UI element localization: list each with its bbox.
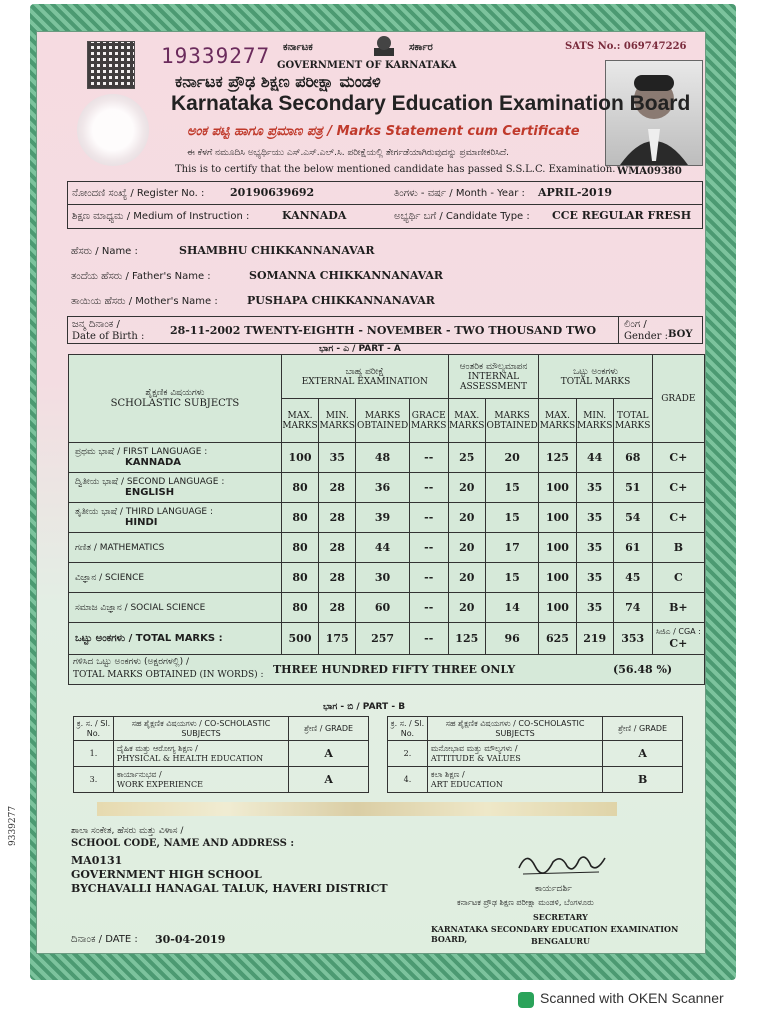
co-grade: A	[289, 741, 369, 767]
government-title: GOVERNMENT OF KARNATAKA	[277, 60, 457, 71]
table-row	[69, 443, 705, 473]
cell-grace: --	[409, 473, 448, 503]
subject-label: ಗಣಿತ / MATHEMATICS	[75, 542, 165, 553]
co-sl: 3.	[74, 767, 114, 793]
cell-ext-max: 80	[281, 563, 318, 593]
cell-ext-min: 28	[319, 533, 356, 563]
board-name-english: Karnataka Secondary Education Examination Board	[171, 92, 691, 115]
subject-label: ಸಮಾಜ ವಿಜ್ಞಾನ / SOCIAL SCIENCE	[75, 602, 206, 613]
co-row	[74, 741, 369, 767]
total-int-max: 125	[448, 623, 485, 655]
school-label-kannada: ಶಾಲಾ ಸಂಕೇತ, ಹೆಸರು ಮತ್ತು ವಿಳಾಸ /	[71, 826, 184, 836]
total-ext-min: 175	[319, 623, 356, 655]
external-header	[281, 355, 448, 399]
co-subject	[427, 767, 602, 793]
subject-label: ದ್ವಿತೀಯ ಭಾಷೆ / SECOND LANGUAGE :	[75, 477, 225, 487]
cell-tot-max: 100	[539, 533, 576, 563]
total-header-english: TOTAL MARKS	[560, 376, 631, 387]
co-sl: 1.	[74, 741, 114, 767]
co-subject-english: ATTITUDE & VALUES	[430, 754, 521, 763]
co-sl: 2.	[388, 741, 428, 767]
cell-total: 54	[613, 503, 652, 533]
register-value: 20190639692	[230, 186, 315, 199]
medium-row	[67, 205, 703, 229]
cell-tot-max: 100	[539, 503, 576, 533]
register-label: ನೋಂದಣಿ ಸಂಖ್ಯೆ / Register No. :	[72, 188, 205, 199]
subjects-header	[69, 355, 282, 443]
words-value: THREE HUNDRED FIFTY THREE ONLY	[273, 663, 516, 676]
cell-ext-max: 80	[281, 503, 318, 533]
secretary-kannada: ಕಾರ್ಯದರ್ಶಿ	[535, 884, 572, 894]
table-row	[69, 533, 705, 563]
month-year-value: APRIL-2019	[538, 186, 613, 199]
cell-ext-min: 28	[319, 563, 356, 593]
percentage: (56.48 %)	[613, 663, 673, 676]
cell-int-max: 20	[448, 593, 485, 623]
part-b-title: ಭಾಗ - ಬಿ / PART - B	[323, 702, 406, 712]
board-name-kannada: ಕರ್ನಾಟಕ ಪ್ರೌಢ ಶಿಕ್ಷಣ ಪರೀಕ್ಷಾ ಮಂಡಳಿ	[175, 72, 381, 91]
cell-grace: --	[409, 533, 448, 563]
subject-name	[69, 443, 282, 473]
emblem-icon	[370, 34, 398, 58]
total-tot-min: 219	[576, 623, 613, 655]
cell-int-obt: 15	[485, 503, 538, 533]
subject-label: ತೃತೀಯ ಭಾಷೆ / THIRD LANGUAGE :	[75, 507, 214, 517]
co-subject-english: WORK EXPERIENCE	[116, 780, 203, 789]
cell-ext-obt: 39	[356, 503, 409, 533]
cell-grade: B	[652, 533, 704, 563]
dob-row	[67, 316, 703, 344]
total-int-obtained: 96	[485, 623, 538, 655]
secretary-title: SECRETARY	[533, 912, 588, 922]
internal-header	[448, 355, 539, 399]
date-value: 30-04-2019	[155, 933, 226, 946]
qr-code	[87, 41, 135, 89]
school-address: BYCHAVALLI HANAGAL TALUK, HAVERI DISTRICT	[71, 882, 388, 895]
board-footer-kannada: ಕರ್ನಾಟಕ ಪ್ರೌಢ ಶಿಕ್ಷಣ ಪರೀಕ್ಷಾ ಮಂಡಳಿ, ಬೆಂಗಳೂರು	[457, 898, 594, 907]
divider	[618, 317, 619, 343]
cell-total: 45	[613, 563, 652, 593]
kn-karnataka: ಕರ್ನಾಟಕ	[283, 42, 313, 53]
gender-label-kannada: ಲಿಂಗ /	[624, 319, 647, 330]
cell-grace: --	[409, 443, 448, 473]
co-subject	[113, 767, 288, 793]
side-number: 9339277	[8, 805, 18, 846]
certificate-title: ಅಂಕ ಪಟ್ಟಿ ಹಾಗೂ ಪ್ರಮಾಣ ಪತ್ರ / Marks Statement cum Certificate	[187, 124, 580, 139]
total-header	[539, 355, 652, 399]
father-label: ತಂದೆಯ ಹೆಸರು / Father's Name :	[71, 271, 211, 282]
cell-ext-min: 35	[319, 443, 356, 473]
total-row	[69, 623, 705, 655]
co-scholastic-table-right	[387, 716, 683, 793]
cell-tot-min: 35	[576, 563, 613, 593]
cell-grace: --	[409, 563, 448, 593]
co-grade-header: ಶ್ರೇಣಿ / GRADE	[289, 717, 369, 741]
internal-header-english: INTERNAL ASSESSMENT	[459, 371, 528, 392]
dob-value: 28-11-2002 TWENTY-EIGHTH - NOVEMBER - TWO THOUSAND TWO	[170, 324, 597, 337]
external-header-english: EXTERNAL EXAMINATION	[301, 376, 428, 387]
oken-logo-icon	[518, 992, 534, 1008]
ext-obtained-header: MARKS OBTAINED	[356, 399, 409, 443]
subject-english: KANNADA	[125, 457, 182, 468]
cga-cell	[652, 623, 704, 655]
external-header-kannada: ಬಾಹ್ಯ ಪರೀಕ್ಷೆ	[345, 366, 385, 377]
co-sl: 4.	[388, 767, 428, 793]
tot-total-header: TOTAL MARKS	[613, 399, 652, 443]
month-year-label: ತಿಂಗಳು - ವರ್ಷ / Month - Year :	[394, 188, 525, 199]
cell-ext-max: 80	[281, 593, 318, 623]
co-grade: B	[603, 767, 683, 793]
cell-int-obt: 15	[485, 563, 538, 593]
roll-number: 19339277	[161, 44, 271, 68]
board-footer-english: KARNATAKA SECONDARY EDUCATION EXAMINATION BOARD,	[431, 924, 679, 944]
tot-min-header: MIN. MARKS	[576, 399, 613, 443]
co-row	[74, 767, 369, 793]
cell-ext-max: 80	[281, 533, 318, 563]
subject-english: ENGLISH	[125, 487, 175, 498]
name-value: SHAMBHU CHIKKANNANAVAR	[179, 244, 375, 257]
sats-number: SATS No.: 069747226	[565, 41, 687, 52]
kn-sarkara: ಸರ್ಕಾರ	[409, 42, 433, 53]
certify-text-kannada: ಈ ಕೆಳಗೆ ನಮೂದಿಸಿ ಅಭ್ಯರ್ಥಿಯು ಎಸ್.ಎಸ್.ಎಲ್.ಸಿ. ಪರೀಕ್ಷೆಯಲ್ಲಿ ತೇರ್ಗಡೆಯಾಗಿರುವುದನ್ನು ಪ್ರಮಾಣೀಕರಿಸಿದೆ.	[187, 148, 510, 158]
cell-grade: C	[652, 563, 704, 593]
table-row	[69, 473, 705, 503]
subject-name	[69, 503, 282, 533]
co-subject	[113, 741, 288, 767]
subject-name	[69, 563, 282, 593]
secretary-signature	[513, 848, 609, 878]
co-grade-header: ಶ್ರೇಣಿ / GRADE	[603, 717, 683, 741]
cell-ext-min: 28	[319, 503, 356, 533]
cell-int-max: 20	[448, 563, 485, 593]
scanner-watermark: Scanned with OKEN Scanner	[540, 990, 724, 1006]
candidate-type-value: CCE REGULAR FRESH	[552, 209, 692, 222]
words-row	[69, 655, 705, 685]
words-cell	[69, 655, 705, 685]
co-subjects-header: ಸಹ ಶೈಕ್ಷಣಿಕ ವಿಷಯಗಳು / CO-SCHOLASTIC SUBJECTS	[427, 717, 602, 741]
cell-ext-obt: 48	[356, 443, 409, 473]
co-row	[388, 741, 683, 767]
co-subjects-header: ಸಹ ಶೈಕ್ಷಣಿಕ ವಿಷಯಗಳು / CO-SCHOLASTIC SUBJECTS	[113, 717, 288, 741]
sl-header: ಕ್ರ. ಸ. / Sl. No.	[388, 717, 428, 741]
co-grade: A	[289, 767, 369, 793]
subject-name	[69, 593, 282, 623]
words-label-english: TOTAL MARKS OBTAINED (IN WORDS) :	[73, 670, 264, 680]
gender-value: BOY	[668, 329, 693, 340]
cell-tot-min: 35	[576, 593, 613, 623]
cell-int-obt: 14	[485, 593, 538, 623]
subject-label: ವಿಜ್ಞಾನ / SCIENCE	[75, 572, 145, 583]
cell-grade: C+	[652, 503, 704, 533]
father-value: SOMANNA CHIKKANNANAVAR	[249, 269, 444, 282]
cell-ext-obt: 30	[356, 563, 409, 593]
register-row	[67, 181, 703, 205]
grade-header: GRADE	[652, 355, 704, 443]
cell-int-max: 20	[448, 503, 485, 533]
cell-int-max: 20	[448, 473, 485, 503]
medium-label: ಶಿಕ್ಷಣ ಮಾಧ್ಯಮ / Medium of Instruction :	[72, 211, 250, 222]
subject-label: ಪ್ರಥಮ ಭಾಷೆ / FIRST LANGUAGE :	[75, 447, 208, 457]
cell-ext-obt: 36	[356, 473, 409, 503]
name-label: ಹೆಸರು / Name :	[71, 246, 138, 257]
cell-tot-max: 125	[539, 443, 576, 473]
subject-name	[69, 473, 282, 503]
school-label: SCHOOL CODE, NAME AND ADDRESS :	[71, 838, 295, 849]
tot-max-header: MAX. MARKS	[539, 399, 576, 443]
certificate-paper	[36, 31, 706, 954]
cell-int-obt: 15	[485, 473, 538, 503]
co-scholastic-table-left	[73, 716, 369, 793]
certify-text-english: This is to certify that the below mentioned candidate has passed S.S.L.C. Examination.	[175, 164, 616, 175]
int-obtained-header: MARKS OBTAINED	[485, 399, 538, 443]
table-row	[69, 503, 705, 533]
subject-name	[69, 533, 282, 563]
city: BENGALURU	[531, 936, 590, 946]
cell-grade: C+	[652, 473, 704, 503]
co-subject-kannada: ಮನೋಭಾವ ಮತ್ತು ಮೌಲ್ಯಗಳು /	[430, 744, 518, 753]
cell-tot-min: 35	[576, 533, 613, 563]
co-subject	[427, 741, 602, 767]
total-grace: --	[409, 623, 448, 655]
total-row-label: ಒಟ್ಟು ಅಂಕಗಳು / TOTAL MARKS :	[69, 623, 282, 655]
cell-grade: C+	[652, 443, 704, 473]
mother-value: PUSHAPA CHIKKANNANAVAR	[247, 294, 435, 307]
dob-label: Date of Birth :	[72, 331, 145, 342]
subjects-header-kannada: ಶೈಕ್ಷಣಿಕ ವಿಷಯಗಳು	[145, 388, 205, 398]
co-subject-english: PHYSICAL & HEALTH EDUCATION	[116, 754, 264, 763]
co-subject-kannada: ಕಾರ್ಯಾನುಭವ /	[116, 770, 162, 779]
grand-total: 353	[613, 623, 652, 655]
cell-ext-min: 28	[319, 473, 356, 503]
cell-int-obt: 20	[485, 443, 538, 473]
cell-tot-min: 35	[576, 473, 613, 503]
cga-value: C+	[669, 637, 688, 650]
cell-grace: --	[409, 593, 448, 623]
cell-ext-obt: 60	[356, 593, 409, 623]
co-grade: A	[603, 741, 683, 767]
date-label: ದಿನಾಂಕ / DATE :	[71, 934, 138, 945]
cell-tot-min: 35	[576, 503, 613, 533]
cell-grade: B+	[652, 593, 704, 623]
cell-tot-max: 100	[539, 563, 576, 593]
cell-total: 74	[613, 593, 652, 623]
co-subject-english: ART EDUCATION	[430, 780, 503, 789]
medium-value: KANNADA	[282, 209, 347, 222]
cell-ext-min: 28	[319, 593, 356, 623]
cell-tot-max: 100	[539, 473, 576, 503]
marks-table	[68, 354, 705, 685]
hologram-strip	[97, 802, 617, 816]
subject-english: HINDI	[125, 517, 158, 528]
cell-ext-max: 100	[281, 443, 318, 473]
school-name: GOVERNMENT HIGH SCHOOL	[71, 868, 262, 881]
total-ext-obtained: 257	[356, 623, 409, 655]
co-subject-kannada: ಕಲಾ ಶಿಕ್ಷಣ /	[430, 770, 465, 779]
cell-ext-obt: 44	[356, 533, 409, 563]
total-ext-max: 500	[281, 623, 318, 655]
part-a-title: ಭಾಗ - ಎ / PART - A	[319, 344, 401, 354]
cell-tot-min: 44	[576, 443, 613, 473]
words-label-kannada: ಗಳಿಸಿದ ಒಟ್ಟು ಅಂಕಗಳು (ಅಕ್ಷರಗಳಲ್ಲಿ) /	[73, 657, 190, 667]
candidate-type-label: ಅಭ್ಯರ್ಥಿ ಬಗೆ / Candidate Type :	[394, 211, 530, 222]
cell-total: 61	[613, 533, 652, 563]
cga-label: ಸಿಜಿಎ / CGA :	[655, 627, 701, 636]
table-row	[69, 593, 705, 623]
ext-min-header: MIN. MARKS	[319, 399, 356, 443]
cell-tot-max: 100	[539, 593, 576, 623]
co-row	[388, 767, 683, 793]
cell-total: 68	[613, 443, 652, 473]
cell-int-max: 20	[448, 533, 485, 563]
grace-header: GRACE MARKS	[409, 399, 448, 443]
cell-ext-max: 80	[281, 473, 318, 503]
gender-label: Gender :	[624, 331, 668, 342]
photo-id: WMA09380	[617, 166, 682, 177]
cell-int-obt: 17	[485, 533, 538, 563]
subjects-header-english: SCHOLASTIC SUBJECTS	[110, 398, 240, 409]
co-subject-kannada: ದೈಹಿಕ ಮತ್ತು ಆರೋಗ್ಯ ಶಿಕ್ಷಣ /	[116, 744, 198, 753]
int-max-header: MAX. MARKS	[448, 399, 485, 443]
dob-label-kannada: ಜನ್ಮ ದಿನಾಂಕ /	[72, 319, 120, 330]
total-tot-max: 625	[539, 623, 576, 655]
internal-header-kannada: ಆಂತರಿಕ ಮೌಲ್ಯಮಾಪನ	[459, 361, 528, 372]
total-header-kannada: ಒಟ್ಟು ಅಂಕಗಳು	[573, 366, 618, 377]
cell-int-max: 25	[448, 443, 485, 473]
cell-grace: --	[409, 503, 448, 533]
table-row	[69, 563, 705, 593]
ext-max-header: MAX. MARKS	[281, 399, 318, 443]
sl-header: ಕ್ರ. ಸ. / Sl. No.	[74, 717, 114, 741]
mother-label: ತಾಯಿಯ ಹೆಸರು / Mother's Name :	[71, 296, 218, 307]
cell-total: 51	[613, 473, 652, 503]
school-code: MA0131	[71, 854, 123, 867]
hologram-seal	[77, 94, 149, 166]
